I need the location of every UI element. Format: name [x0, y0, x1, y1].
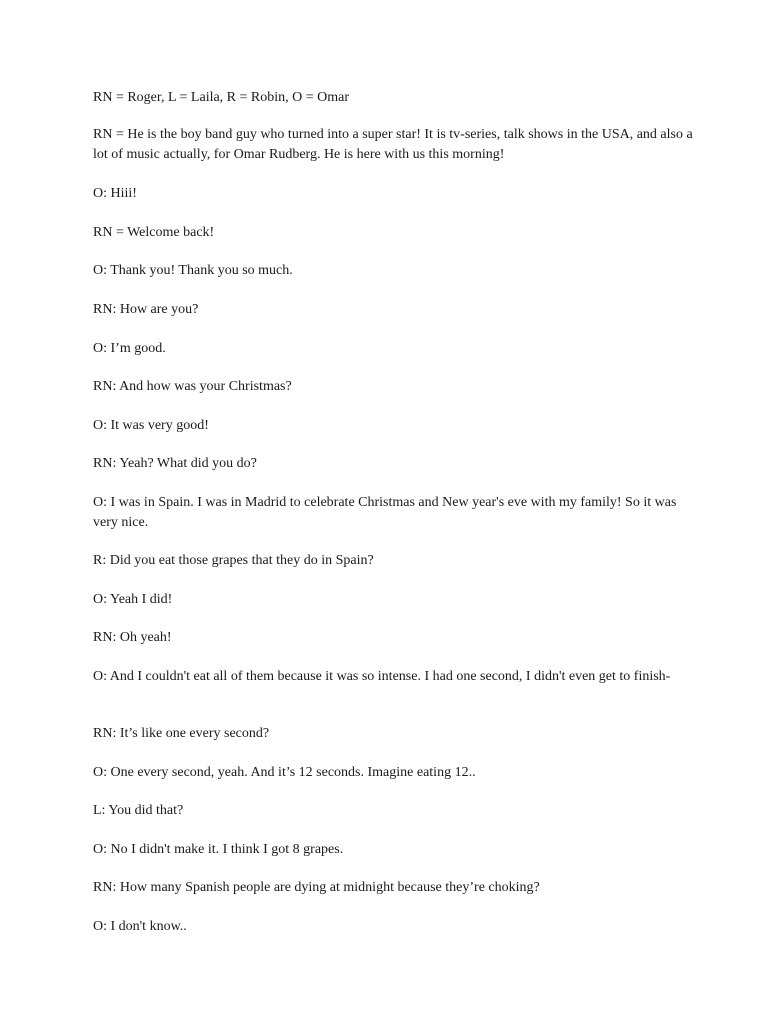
transcript-line: O: I don't know..	[93, 919, 187, 934]
transcript-line: RN = He is the boy band guy who turned into a super star! It is tv-series, talk shows in the USA, and also a lot of music actually, for Omar Rudberg. He is here with us this morning!	[93, 127, 693, 162]
transcript-line: RN: Oh yeah!	[93, 630, 172, 645]
transcript-line: O: Thank you! Thank you so much.	[93, 263, 293, 278]
transcript-line: O: And I couldn't eat all of them because it was so intense. I had one second, I didn't even get to finish-	[93, 669, 671, 684]
transcript-line: O: It was very good!	[93, 418, 209, 433]
transcript-line: RN = Welcome back!	[93, 225, 215, 240]
transcript-line: RN: How are you?	[93, 302, 199, 317]
transcript-line: R: Did you eat those grapes that they do in Spain?	[93, 553, 374, 568]
transcript-line: O: I’m good.	[93, 341, 166, 356]
transcript-line: RN: It’s like one every second?	[93, 726, 270, 741]
speaker-legend: RN = Roger, L = Laila, R = Robin, O = Omar	[93, 90, 350, 105]
transcript-line: O: I was in Spain. I was in Madrid to celebrate Christmas and New year's eve with my family! So it was very nice.	[93, 495, 677, 530]
transcript-line: RN: How many Spanish people are dying at midnight because they’re choking?	[93, 880, 540, 895]
transcript-line: RN: And how was your Christmas?	[93, 379, 292, 394]
transcript-line: RN: Yeah? What did you do?	[93, 456, 257, 471]
transcript-line: O: Hiii!	[93, 186, 137, 201]
transcript-line: O: Yeah I did!	[93, 592, 173, 607]
transcript-line: L: You did that?	[93, 803, 184, 818]
transcript-line: O: No I didn't make it. I think I got 8 grapes.	[93, 842, 344, 857]
transcript-line: O: One every second, yeah. And it’s 12 seconds. Imagine eating 12..	[93, 765, 476, 780]
